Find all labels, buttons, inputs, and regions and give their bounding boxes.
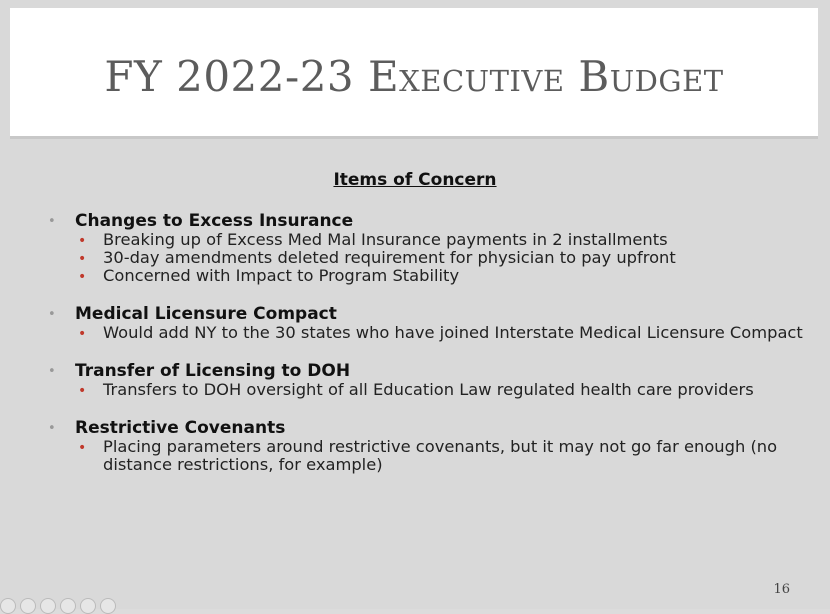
sub-list bbox=[75, 381, 810, 399]
prev-slide-icon[interactable] bbox=[0, 598, 16, 614]
sub-list bbox=[75, 324, 810, 342]
slide-title-text: FY 2022-23 Executive Budget bbox=[104, 52, 724, 101]
section-item bbox=[50, 212, 810, 285]
sub-bullet-icon: • bbox=[78, 440, 87, 456]
sub-bullet-icon: • bbox=[78, 269, 87, 285]
sub-item bbox=[75, 381, 810, 399]
pen-icon[interactable] bbox=[40, 598, 56, 614]
section-item bbox=[50, 362, 810, 399]
bullet-list bbox=[50, 212, 810, 494]
bullet-icon: • bbox=[48, 214, 56, 229]
sub-item bbox=[75, 267, 810, 285]
sub-item bbox=[75, 231, 810, 249]
section-item bbox=[50, 419, 810, 474]
sub-list bbox=[75, 438, 810, 474]
sub-item-text: Breaking up of Excess Med Mal Insurance payments in 2 installments bbox=[103, 230, 668, 249]
sub-list bbox=[75, 231, 810, 285]
sub-item-text: Transfers to DOH oversight of all Education Law regulated health care providers bbox=[103, 380, 754, 399]
section-label: Restrictive Covenants bbox=[75, 418, 286, 438]
sub-item bbox=[75, 324, 810, 342]
slide-title bbox=[10, 52, 818, 101]
section-label: Transfer of Licensing to DOH bbox=[75, 361, 351, 381]
next-slide-icon[interactable] bbox=[20, 598, 36, 614]
sub-item bbox=[75, 249, 810, 267]
section-label: Medical Licensure Compact bbox=[75, 304, 337, 324]
slide-subtitle: Items of Concern bbox=[333, 170, 497, 190]
zoom-icon[interactable] bbox=[80, 598, 96, 614]
sub-item bbox=[75, 438, 810, 474]
sub-item-text: 30-day amendments deleted requirement for physician to pay upfront bbox=[103, 248, 676, 267]
bullet-icon: • bbox=[48, 307, 56, 322]
slides-icon[interactable] bbox=[60, 598, 76, 614]
section-item bbox=[50, 305, 810, 342]
sub-bullet-icon: • bbox=[78, 326, 87, 342]
sub-item-text: Placing parameters around restrictive covenants, but it may not go far enough (no distance restrictions, for example) bbox=[103, 437, 778, 474]
sub-bullet-icon: • bbox=[78, 233, 87, 249]
page-number: 16 bbox=[773, 582, 790, 597]
presentation-controls bbox=[0, 598, 116, 609]
section-label: Changes to Excess Insurance bbox=[75, 211, 354, 231]
sub-bullet-icon: • bbox=[78, 383, 87, 399]
bullet-icon: • bbox=[48, 364, 56, 379]
bullet-icon: • bbox=[48, 421, 56, 436]
sub-bullet-icon: • bbox=[78, 251, 87, 267]
title-band bbox=[10, 8, 818, 139]
more-options-icon[interactable] bbox=[100, 598, 116, 614]
sub-item-text: Would add NY to the 30 states who have joined Interstate Medical Licensure Compact bbox=[103, 323, 803, 342]
sub-item-text: Concerned with Impact to Program Stability bbox=[103, 266, 460, 285]
